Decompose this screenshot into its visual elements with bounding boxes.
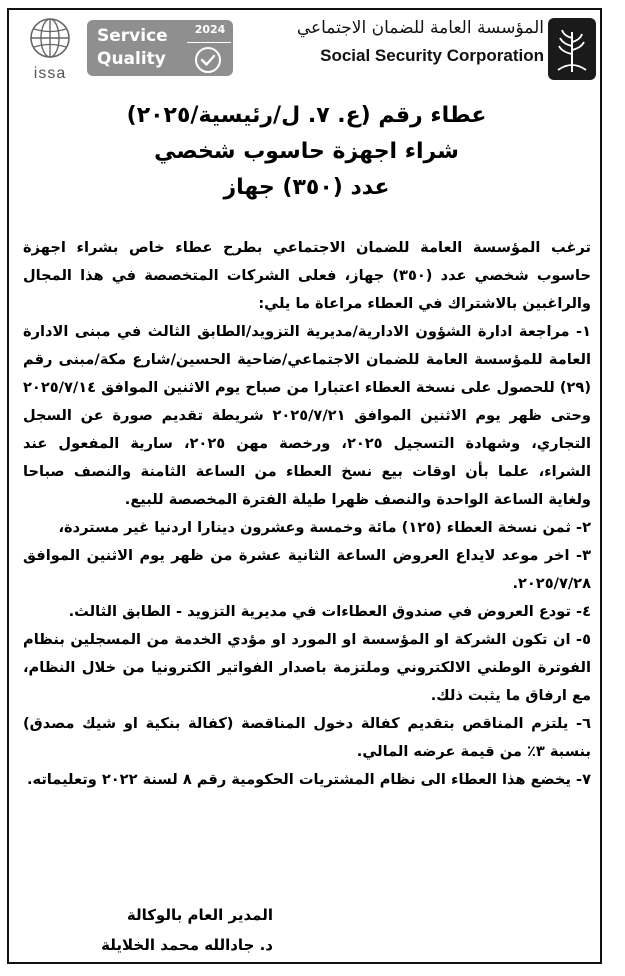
header xyxy=(9,10,604,98)
badge-line-1: Service xyxy=(97,26,168,46)
signature-block xyxy=(23,900,273,960)
ssc-wheat-logo-icon xyxy=(548,18,596,80)
intro-paragraph: ترغب المؤسسة العامة للضمان الاجتماعي بطرح عطاء خاص بشراء اجهزة حاسوب شخصي عدد (٣٥٠) جهاز، فعلى الشركات المتخصصة في هذا المجال والراغبين بالاشتراك في العطاء مراعاة ما يلي: xyxy=(23,239,591,312)
globe-icon xyxy=(28,16,72,60)
issa-label: issa xyxy=(33,65,67,82)
announcement-frame xyxy=(7,8,602,964)
tender-quantity: عدد (٣٥٠) جهاز xyxy=(223,175,390,200)
tender-number: عطاء رقم (ع. ٧. ل/رئيسية/٢٠٢٥) xyxy=(126,103,487,128)
badge-year: 2024 xyxy=(194,23,226,36)
badge-line-2: Quality xyxy=(97,49,166,69)
org-name-english: Social Security Corporation xyxy=(320,46,544,65)
checkmark-icon xyxy=(193,45,223,75)
service-quality-badge xyxy=(87,20,233,76)
signatory-position: المدير العام بالوكالة xyxy=(126,906,273,924)
signatory-name: د. جادالله محمد الخلايلة xyxy=(101,936,273,954)
condition-item: ٢- ثمن نسخة العطاء (١٢٥) مائة وخمسة وعشرون دينارا اردنيا غير مستردة، xyxy=(58,519,591,536)
tender-subject: شراء اجهزة حاسوب شخصي xyxy=(154,139,459,164)
condition-item: ٤- تودع العروض في صندوق العطاءات في مديرية التزويد - الطابق الثالث. xyxy=(68,603,591,620)
org-name-arabic: المؤسسة العامة للضمان الاجتماعي xyxy=(296,18,544,38)
organization-name xyxy=(297,18,544,66)
condition-item: ٥- ان تكون الشركة او المؤسسة او المورد او مؤدي الخدمة من المسجلين بنظام الفوترة الوطني الالكتروني وملتزمة باصدار الفواتير الكترونيا من خلال النظام، مع ارفاق ما يثبت ذلك. xyxy=(23,631,591,704)
announcement-body xyxy=(23,234,591,794)
condition-item: ٣- اخر موعد لايداع العروض الساعة الثانية عشرة من ظهر يوم الاثنين الموافق ٢٠٢٥/٧/٢٨. xyxy=(23,547,591,592)
badge-divider xyxy=(187,42,231,43)
titles xyxy=(9,98,604,206)
condition-item: ٧- يخضع هذا العطاء الى نظام المشتريات الحكومية رقم ٨ لسنة ٢٠٢٢ وتعليماته. xyxy=(26,771,591,788)
condition-item: ٦- يلتزم المناقص بتقديم كفالة دخول المناقصة (كفالة بنكية او شيك مصدق) بنسبة ٣٪ من قيمة عرضه المالي. xyxy=(23,715,591,760)
condition-item: ١- مراجعة ادارة الشؤون الادارية/مديرية التزويد/الطابق الثالث في مبنى الادارة العامة للمؤسسة العامة للضمان الاجتماعي/ضاحية الحسين/شارع مكة/مبنى رقم (٢٩) للحصول على نسخة العطاء اعتبارا من صباح يوم الاثنين الموافق ٢٠٢٥/٧/١٤ وحتى ظهر يوم الاثنين الموافق ٢٠٢٥/٧/٢١ شريطة تقديم صورة عن السجل التجاري، وشهادة التسجيل ٢٠٢٥، ورخصة مهن ٢٠٢٥، سارية المفعول عند الشراء، علما بأن اوقات بيع نسخ العطاء من الساعة الثامنة والنصف صباحا ولغاية الساعة الواحدة والنصف ظهرا طيلة الفترة المخصصة للبيع. xyxy=(23,323,592,508)
issa-logo xyxy=(21,16,79,88)
